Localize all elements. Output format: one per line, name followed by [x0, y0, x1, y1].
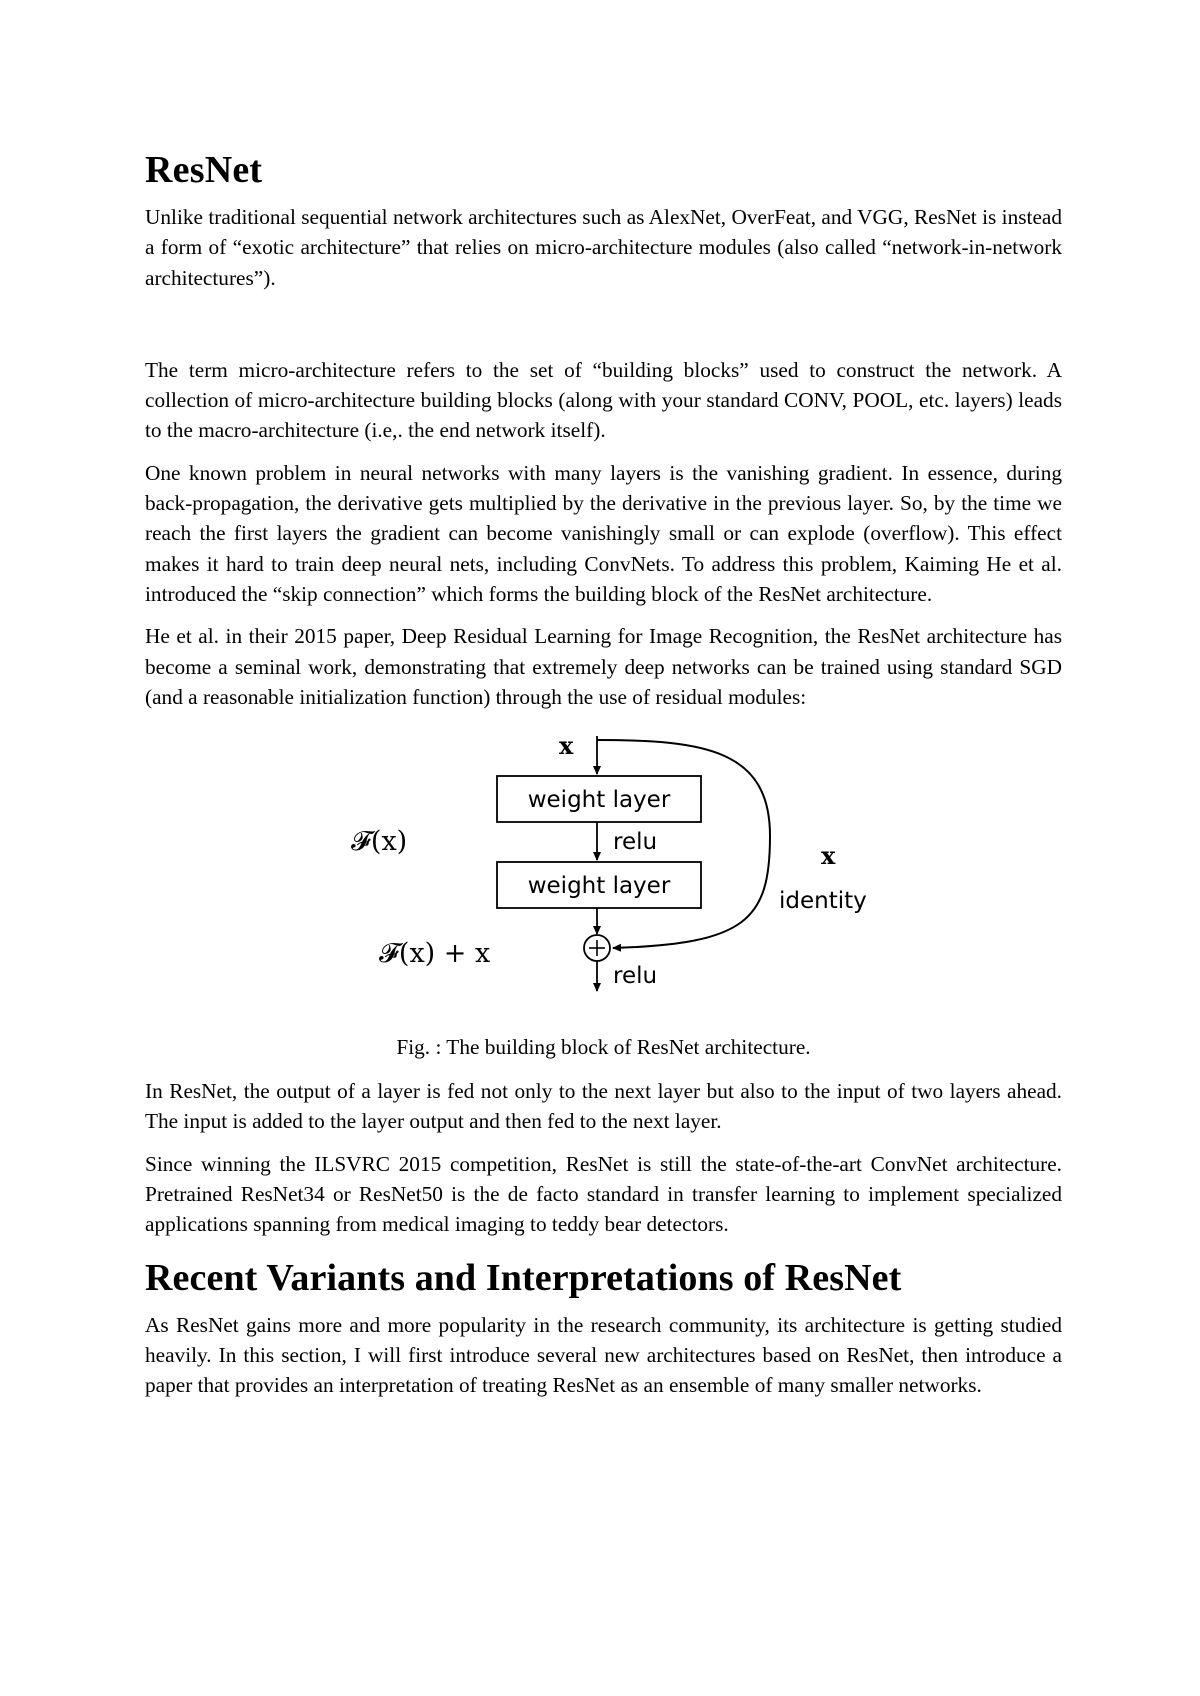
- section-heading-variants: Recent Variants and Interpretations of ResNet: [145, 1256, 902, 1299]
- weight-layer-2-label: weight layer: [527, 873, 671, 900]
- figure-caption: Fig. : The building block of ResNet architecture.: [396, 1035, 811, 1060]
- residual-block-diagram: [145, 726, 1062, 1026]
- resnet-building-block-figure: [145, 726, 1062, 1026]
- sum-label: 𝓕(x) + x: [379, 938, 491, 970]
- paragraph-vanishing-gradient: One known problem in neural networks with many layers is the vanishing gradient. In essence, during back-propagation, the derivative gets multiplied by the derivative in the previous layer. So, by the time we reach the first layers the gradient can become vanishingly small or can explode (overflow). This effect makes it hard to train deep neural nets, including ConvNets. To address this problem, Kaiming He et al. introduced the “skip connection” which forms the building block of the ResNet architecture.: [145, 460, 1062, 606]
- skip-x-label: x: [821, 841, 836, 871]
- document-body: [145, 146, 1062, 1401]
- input-x-label: x: [559, 731, 574, 761]
- paragraph-micro-architecture: The term micro-architecture refers to the set of “building blocks” used to construct the network. A collection of micro-architecture building blocks (along with your standard CONV, POOL, etc. layers) leads to the macro-architecture (i.e,. the end network itself).: [145, 357, 1062, 443]
- paragraph-variants-intro: As ResNet gains more and more popularity in the research community, its architecture is getting studied heavily. In this section, I will first introduce several new architectures based on ResNet, then introduce a paper that provides an interpretation of treating ResNet as an ensemble of many smaller networks.: [145, 1312, 1062, 1398]
- paragraph-he-et-al: He et al. in their 2015 paper, Deep Residual Learning for Image Recognition, the ResNet architecture has become a seminal work, demonstrating that extremely deep networks can be trained using standard SGD (and a reasonable initialization function) through the use of residual modules:: [145, 624, 1062, 709]
- section-heading-resnet: ResNet: [145, 149, 263, 191]
- relu-1-label: relu: [613, 829, 658, 856]
- weight-layer-1-label: weight layer: [527, 787, 671, 814]
- paragraph-ilsvrc: Since winning the ILSVRC 2015 competition, ResNet is still the state-of-the-art ConvNet architecture. Pretrained ResNet34 or ResNet50 is the de facto standard in transfer learning to implement specialized applications spanning from medical imaging to teddy bear detectors.: [145, 1151, 1062, 1237]
- paragraph-skip-explanation: In ResNet, the output of a layer is fed not only to the next layer but also to the input of two layers ahead. The input is added to the layer output and then fed to the next layer.: [145, 1079, 1062, 1134]
- residual-function-label: 𝓕(x): [351, 826, 408, 858]
- identity-label: identity: [779, 888, 867, 915]
- relu-2-label: relu: [613, 963, 658, 990]
- paragraph-intro: Unlike traditional sequential network architectures such as AlexNet, OverFeat, and VGG, ResNet is instead a form of “exotic architecture” that relies on micro-architecture modules (also called “network-in-network architectures”).: [145, 205, 1062, 290]
